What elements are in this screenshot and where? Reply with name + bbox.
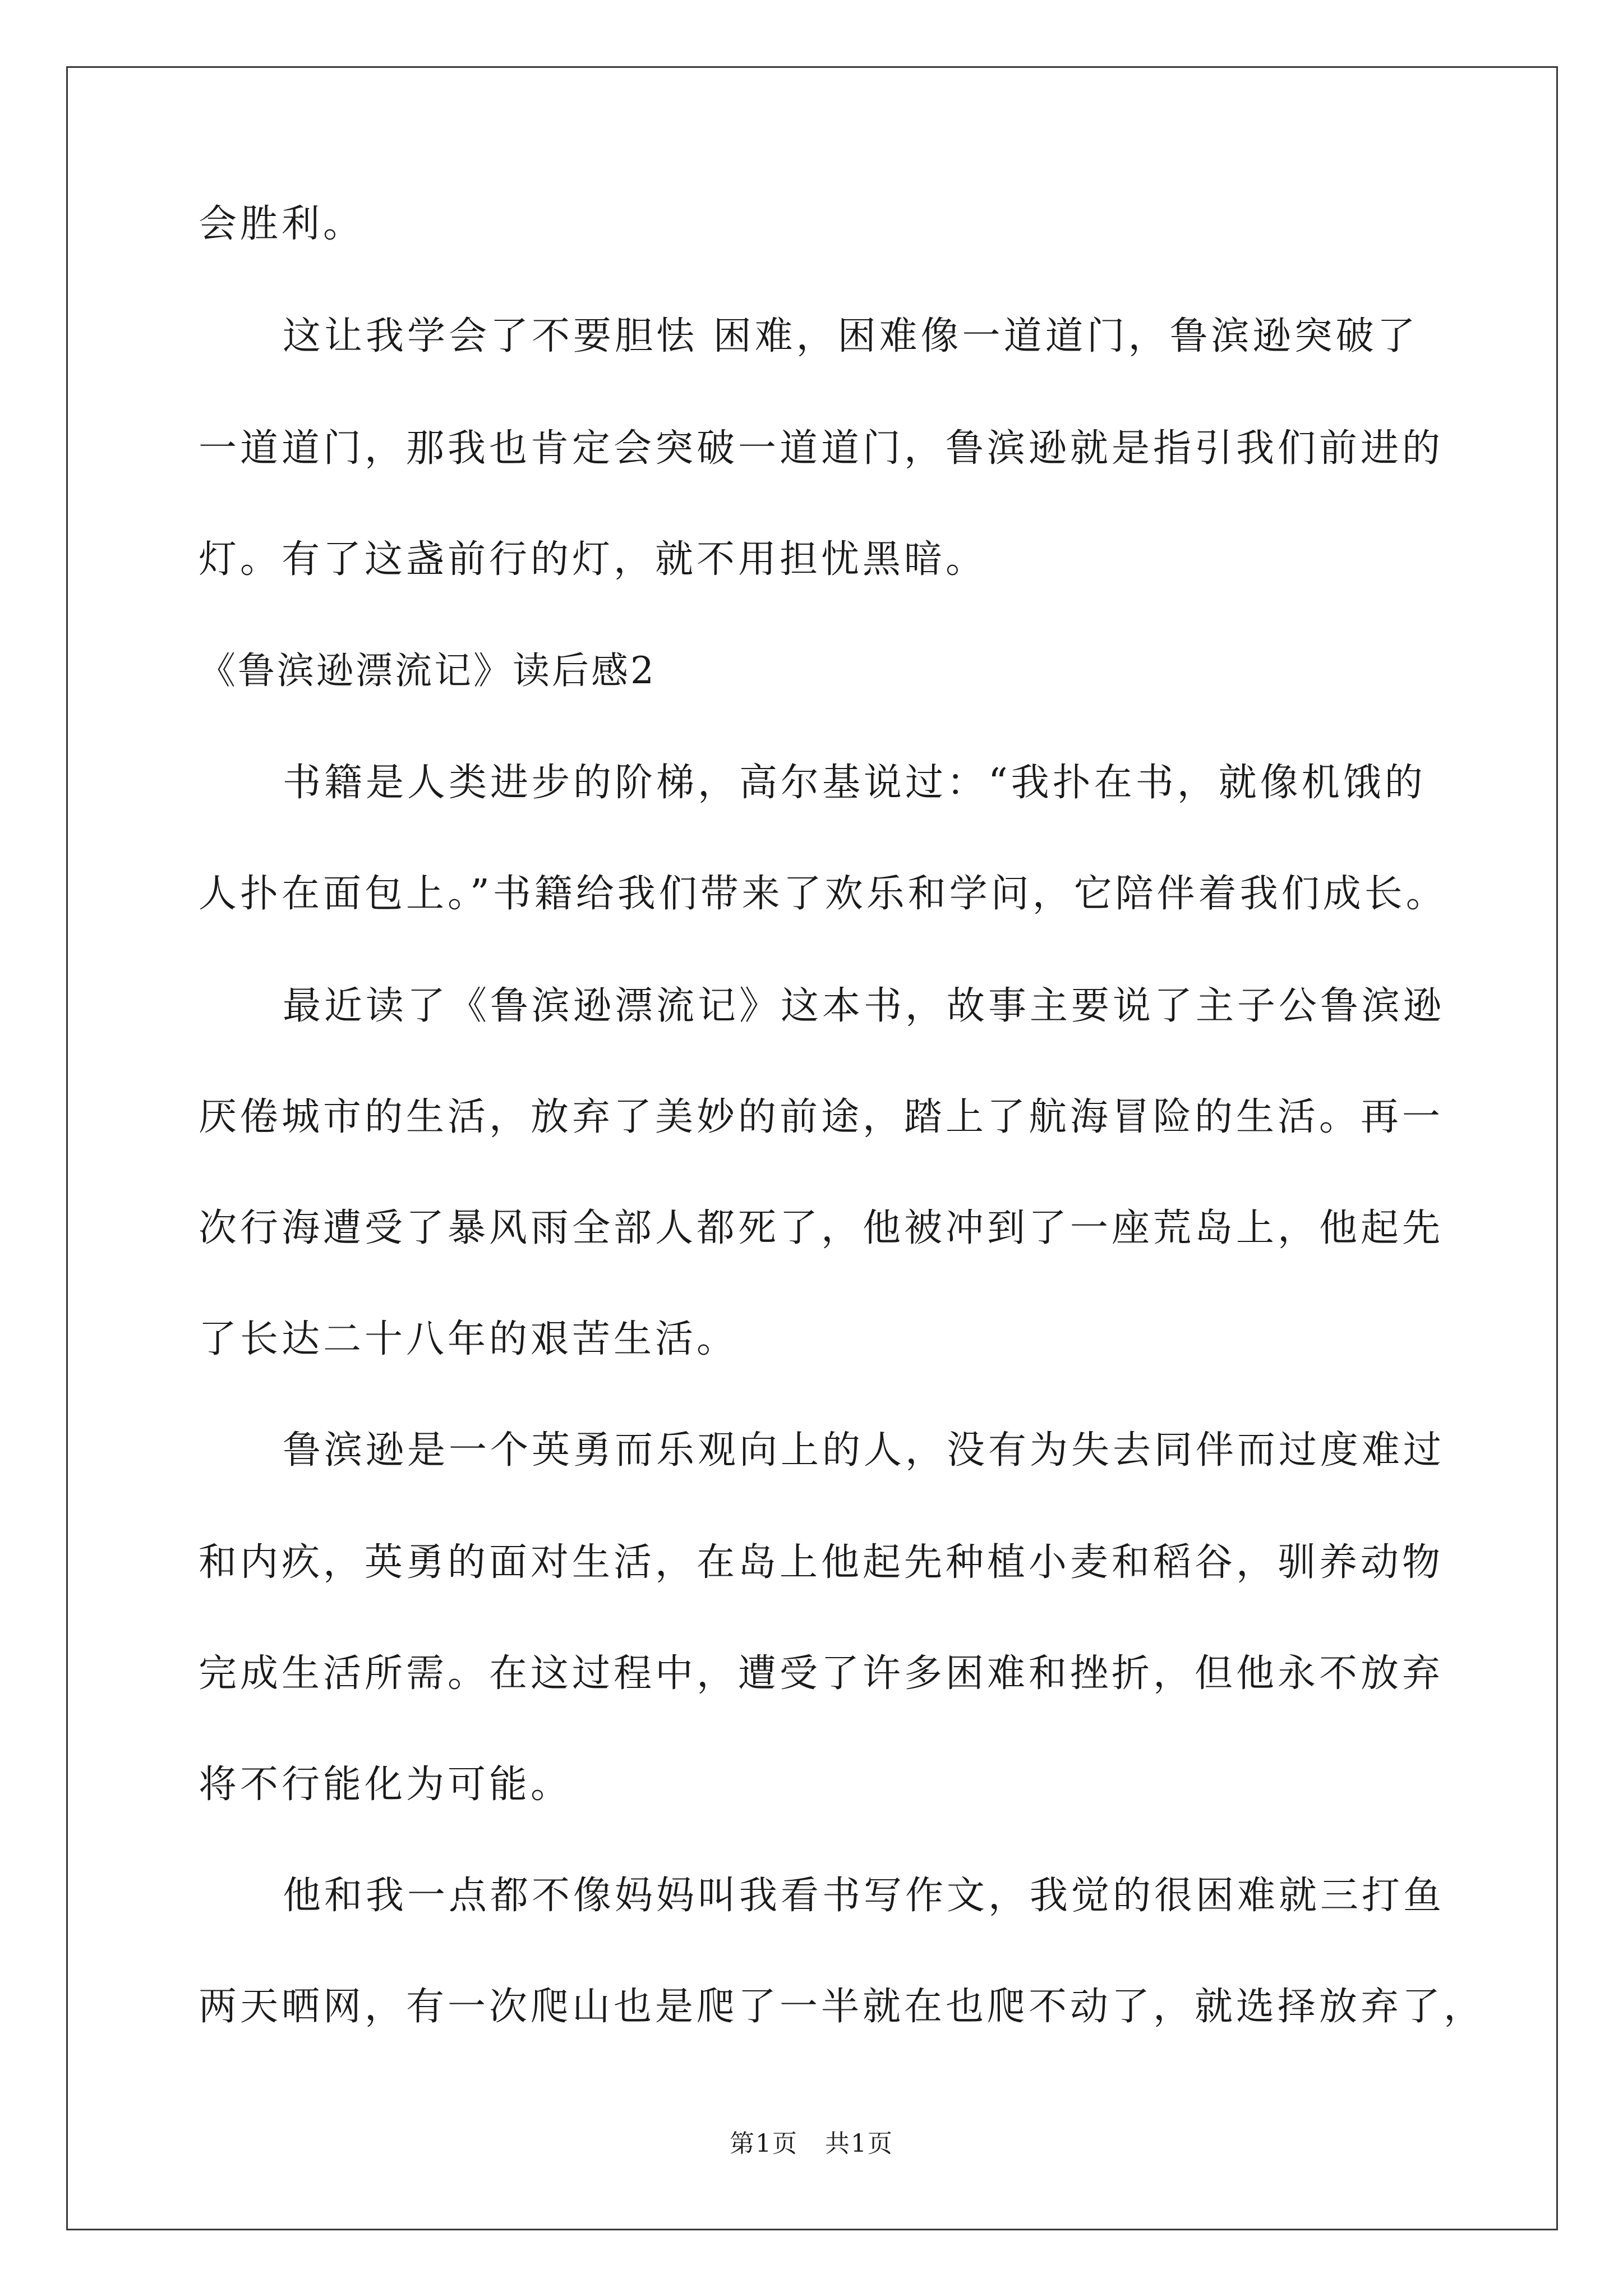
page-footer: 第1页 共1页 [730, 2129, 893, 2158]
paragraph-line: 完成生活所需。在这过程中，遭受了许多困难和挫折，但他永不放弃 [199, 1651, 1444, 1696]
paragraph-line: 和内疚，英勇的面对生活，在岛上他起先种植小麦和稻谷，驯养动物 [199, 1540, 1444, 1585]
paragraph-line: 次行海遭受了暴风雨全部人都死了，他被冲到了一座荒岛上，他起先 [199, 1206, 1444, 1250]
section-heading: 《鲁滨逊漂流记》读后感2 [199, 649, 656, 692]
paragraph-line: 鲁滨逊是一个英勇而乐观向上的人，没有为失去同伴而过度难过 [283, 1428, 1445, 1473]
paragraph-line: 两天晒网，有一次爬山也是爬了一半就在也爬不动了，就选择放弃了， [199, 1985, 1486, 2029]
paragraph-line: 将不行能化为可能。 [199, 1763, 573, 1807]
paragraph-line: 了长达二十八年的艰苦生活。 [199, 1317, 739, 1361]
paragraph-line: 书籍是人类进步的阶梯，高尔基说过：“我扑在书，就像机饿的 [283, 761, 1426, 805]
paragraph-line: 他和我一点都不像妈妈叫我看书写作文，我觉的很困难就三打鱼 [283, 1874, 1445, 1918]
paragraph-line: 这让我学会了不要胆怯 困难，困难像一道道门，鲁滨逊突破了 [283, 314, 1419, 358]
paragraph-line: 会胜利。 [199, 202, 365, 246]
paragraph-line: 人扑在面包上。”书籍给我们带来了欢乐和学问，它陪伴着我们成长。 [199, 872, 1447, 916]
paragraph-line: 一道道门，那我也肯定会突破一道道门，鲁滨逊就是指引我们前进的 [199, 426, 1444, 471]
paragraph-line: 灯。有了这盏前行的灯，就不用担忧黑暗。 [199, 537, 988, 582]
paragraph-line: 厌倦城市的生活，放弃了美妙的前途，踏上了航海冒险的生活。再一 [199, 1095, 1444, 1139]
paragraph-line: 最近读了《鲁滨逊漂流记》这本书，故事主要说了主子公鲁滨逊 [283, 984, 1445, 1028]
